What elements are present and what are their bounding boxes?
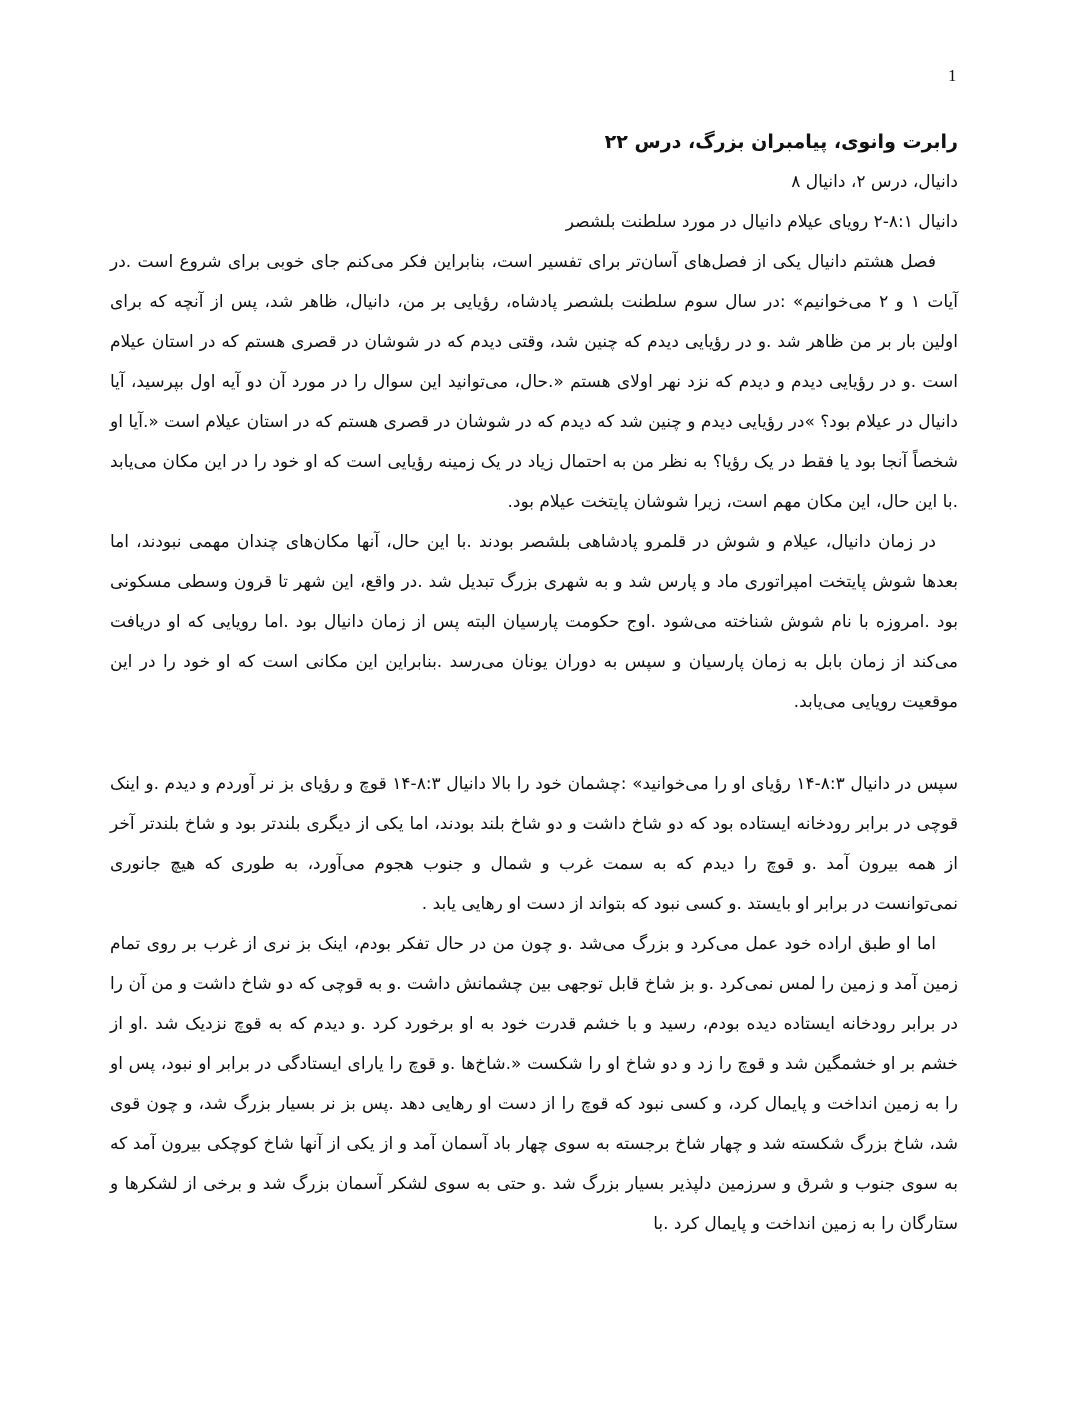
document-body (110, 122, 958, 1244)
paragraph-gap (110, 722, 958, 764)
document-title: رابرت وانوی، پیامبران بزرگ، درس ۲۲ (604, 131, 958, 153)
paragraph-4: اما او طبق اراده خود عمل می‌کرد و بزرگ می‌شد .و چون من در حال تفکر بودم، اینک بز نری از غرب بر روی تمام زمین آمد و زمین را لمس نمی‌کرد .و بز شاخ قابل توجهی بین چشمانش داشت .و به قوچی که دو شاخ داشت و من آن را در برابر رودخانه ایستاده دیده بودم، رسید و با خشم قدرت خود به او برخورد کرد .و دیدم که به قوچ نزدیک شد .او از خشم بر او خشمگین شد و قوچ را زد و دو شاخ او را شکست «.شاخ‌ها .و قوچ را یارای ایستادگی در برابر او نبود، پس او را به زمین انداخت و پایمال کرد، و کسی نبود که قوچ را از دست او رهایی دهد .پس بز نر بسیار بزرگ شد، و چون قوی شد، شاخ بزرگ شکسته شد و چهار شاخ برجسته به سوی چهار باد آسمان آمد و از یکی از آنها شاخ کوچکی بیرون آمد که به سوی جنوب و شرق و سرزمین دلپذیر بسیار بزرگ شد .و حتی به سوی لشکر آسمان بزرگ شد و برخی از لشکرها و ستارگان را به زمین انداخت و پایمال کرد .با (110, 934, 958, 1234)
document-subtitle: دانیال، درس ۲، دانیال ۸ (791, 172, 958, 192)
paragraph-1: فصل هشتم دانیال یکی از فصل‌های آسان‌تر برای تفسیر است، بنابراین فکر می‌کنم جای خوبی برای شروع است .در آیات ۱ و ۲ می‌خوانیم» :در سال سوم سلطنت بلشصر پادشاه، رؤیایی بر من، دانیال، ظاهر شد، پس از آنچه که برای اولین بار بر من ظاهر شد .و در رؤیایی دیدم که چنین شد، وقتی دیدم که در شوشان در قصری هستم که در استان عیلام است .و در رؤیایی دیدم و دیدم که نزد نهر اولای هستم «.حال، می‌توانید این سوال را در مورد آن دو آیه اول بپرسید، آیا دانیال در عیلام بود؟ »در رؤیایی دیدم و چنین شد که دیدم که در شوشان در قصری هستم که در استان عیلام است «.آیا او شخصاً آنجا بود یا فقط در یک رؤیا؟ به نظر من به احتمال زیاد در یک زمینه رؤیایی است که او خود را در این مکان می‌یابد .با این حال، این مکان مهم است، زیرا شوشان پایتخت عیلام بود. (110, 252, 958, 512)
paragraph-3: سپس در دانیال ۸:۳-۱۴ رؤیای او را می‌خوانید» :چشمان خود را بالا دانیال ۸:۳-۱۴ قوچ و رؤیای بز نر آوردم و دیدم .و اینک قوچی در برابر رودخانه ایستاده بود که دو شاخ داشت و دو شاخ بلند بودند، اما یکی از دیگری بلندتر بود و شاخ بلندتر آخر از همه بیرون آمد .و قوچ را دیدم که به سمت غرب و شمال و جنوب هجوم می‌آورد، به طوری که هیچ جانوری نمی‌توانست در برابر او بایستد .و کسی نبود که بتواند از دست او رهایی یابد . (110, 774, 958, 914)
section-heading: دانیال ۸:۱-۲ رویای عیلام دانیال در مورد سلطنت بلشصر (565, 212, 958, 232)
page-number: 1 (948, 66, 957, 85)
paragraph-2: در زمان دانیال، عیلام و شوش در قلمرو پادشاهی بلشصر بودند .با این حال، آنها مکان‌های چندان مهمی نبودند، اما بعدها شوش پایتخت امپراتوری ماد و پارس شد و به شهری بزرگ تبدیل شد .در واقع، این شهر تا قرون وسطی مسکونی بود .امروزه با نام شوش شناخته می‌شود .اوج حکومت پارسیان البته پس از زمان دانیال بود .اما رویایی که او دریافت می‌کند از زمان بابل به زمان پارسیان و سپس به دوران یونان می‌رسد .بنابراین این مکانی است که او خود را در این موقعیت رویایی می‌یابد. (110, 532, 958, 712)
